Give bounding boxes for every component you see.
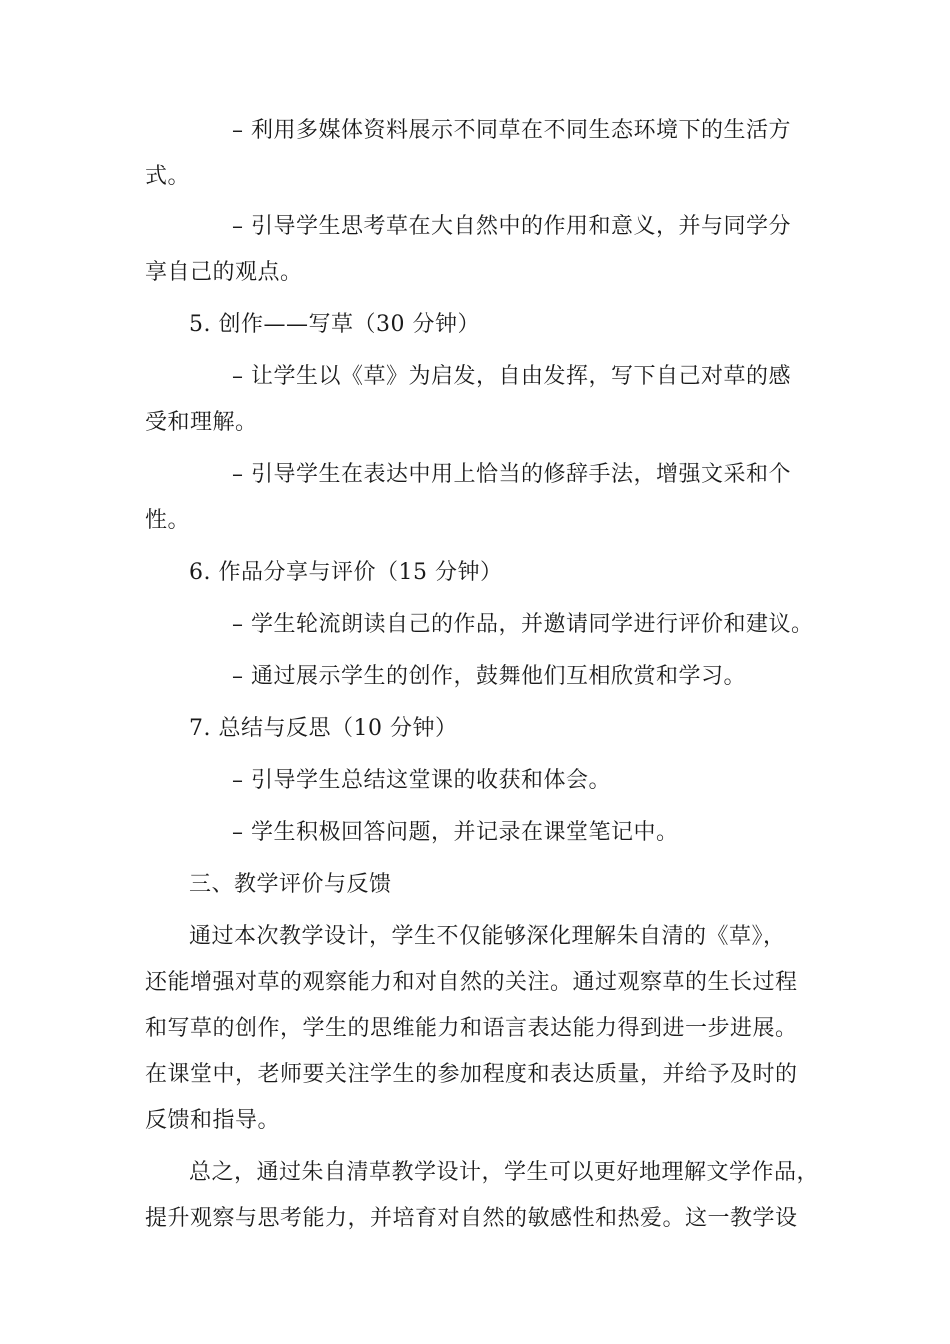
bullet-line-inspire-cont: 受和理解。 bbox=[145, 410, 258, 435]
bullet-line-inspire: – 让学生以《草》为启发，自由发挥，写下自己对草的感 bbox=[232, 364, 791, 389]
paragraph-conclusion-line-1: 总之，通过朱自清草教学设计，学生可以更好地理解文学作品， bbox=[189, 1160, 820, 1185]
bullet-line-read-aloud: – 学生轮流朗读自己的作品，并邀请同学进行评价和建议。 bbox=[232, 612, 814, 637]
bullet-line-summary: – 引导学生总结这堂课的收获和体会。 bbox=[232, 768, 611, 793]
paragraph-conclusion-line-2: 提升观察与思考能力，并培育对自然的敏感性和热爱。这一教学设 bbox=[145, 1206, 798, 1231]
bullet-line-rhetoric-cont: 性。 bbox=[145, 508, 191, 533]
paragraph-evaluation-line-1: 通过本次教学设计，学生不仅能够深化理解朱自清的《草》， bbox=[189, 924, 786, 949]
bullet-line-think-cont: 享自己的观点。 bbox=[145, 260, 303, 285]
bullet-line-showcase: – 通过展示学生的创作，鼓舞他们互相欣赏和学习。 bbox=[232, 664, 746, 689]
paragraph-evaluation-line-4: 在课堂中，老师要关注学生的参加程度和表达质量，并给予及时的 bbox=[145, 1062, 798, 1087]
bullet-line-multimedia: – 利用多媒体资料展示不同草在不同生态环境下的生活方 bbox=[232, 118, 791, 143]
paragraph-evaluation-line-3: 和写草的创作，学生的思维能力和语言表达能力得到进一步进展。 bbox=[145, 1016, 798, 1041]
bullet-line-answer: – 学生积极回答问题，并记录在课堂笔记中。 bbox=[232, 820, 679, 845]
bullet-line-think: – 引导学生思考草在大自然中的作用和意义，并与同学分 bbox=[232, 214, 791, 239]
paragraph-evaluation-line-2: 还能增强对草的观察能力和对自然的关注。通过观察草的生长过程 bbox=[145, 970, 798, 995]
bullet-line-multimedia-cont: 式。 bbox=[145, 164, 191, 189]
paragraph-evaluation-line-5: 反馈和指导。 bbox=[145, 1108, 281, 1133]
section-item-6: 6. 作品分享与评价（15 分钟） bbox=[189, 560, 503, 585]
bullet-line-rhetoric: – 引导学生在表达中用上恰当的修辞手法，增强文采和个 bbox=[232, 462, 791, 487]
section-item-7: 7. 总结与反思（10 分钟） bbox=[189, 716, 458, 741]
section-item-5: 5. 创作——写草（30 分钟） bbox=[189, 312, 480, 337]
section-heading-evaluation: 三、教学评价与反馈 bbox=[189, 872, 392, 897]
